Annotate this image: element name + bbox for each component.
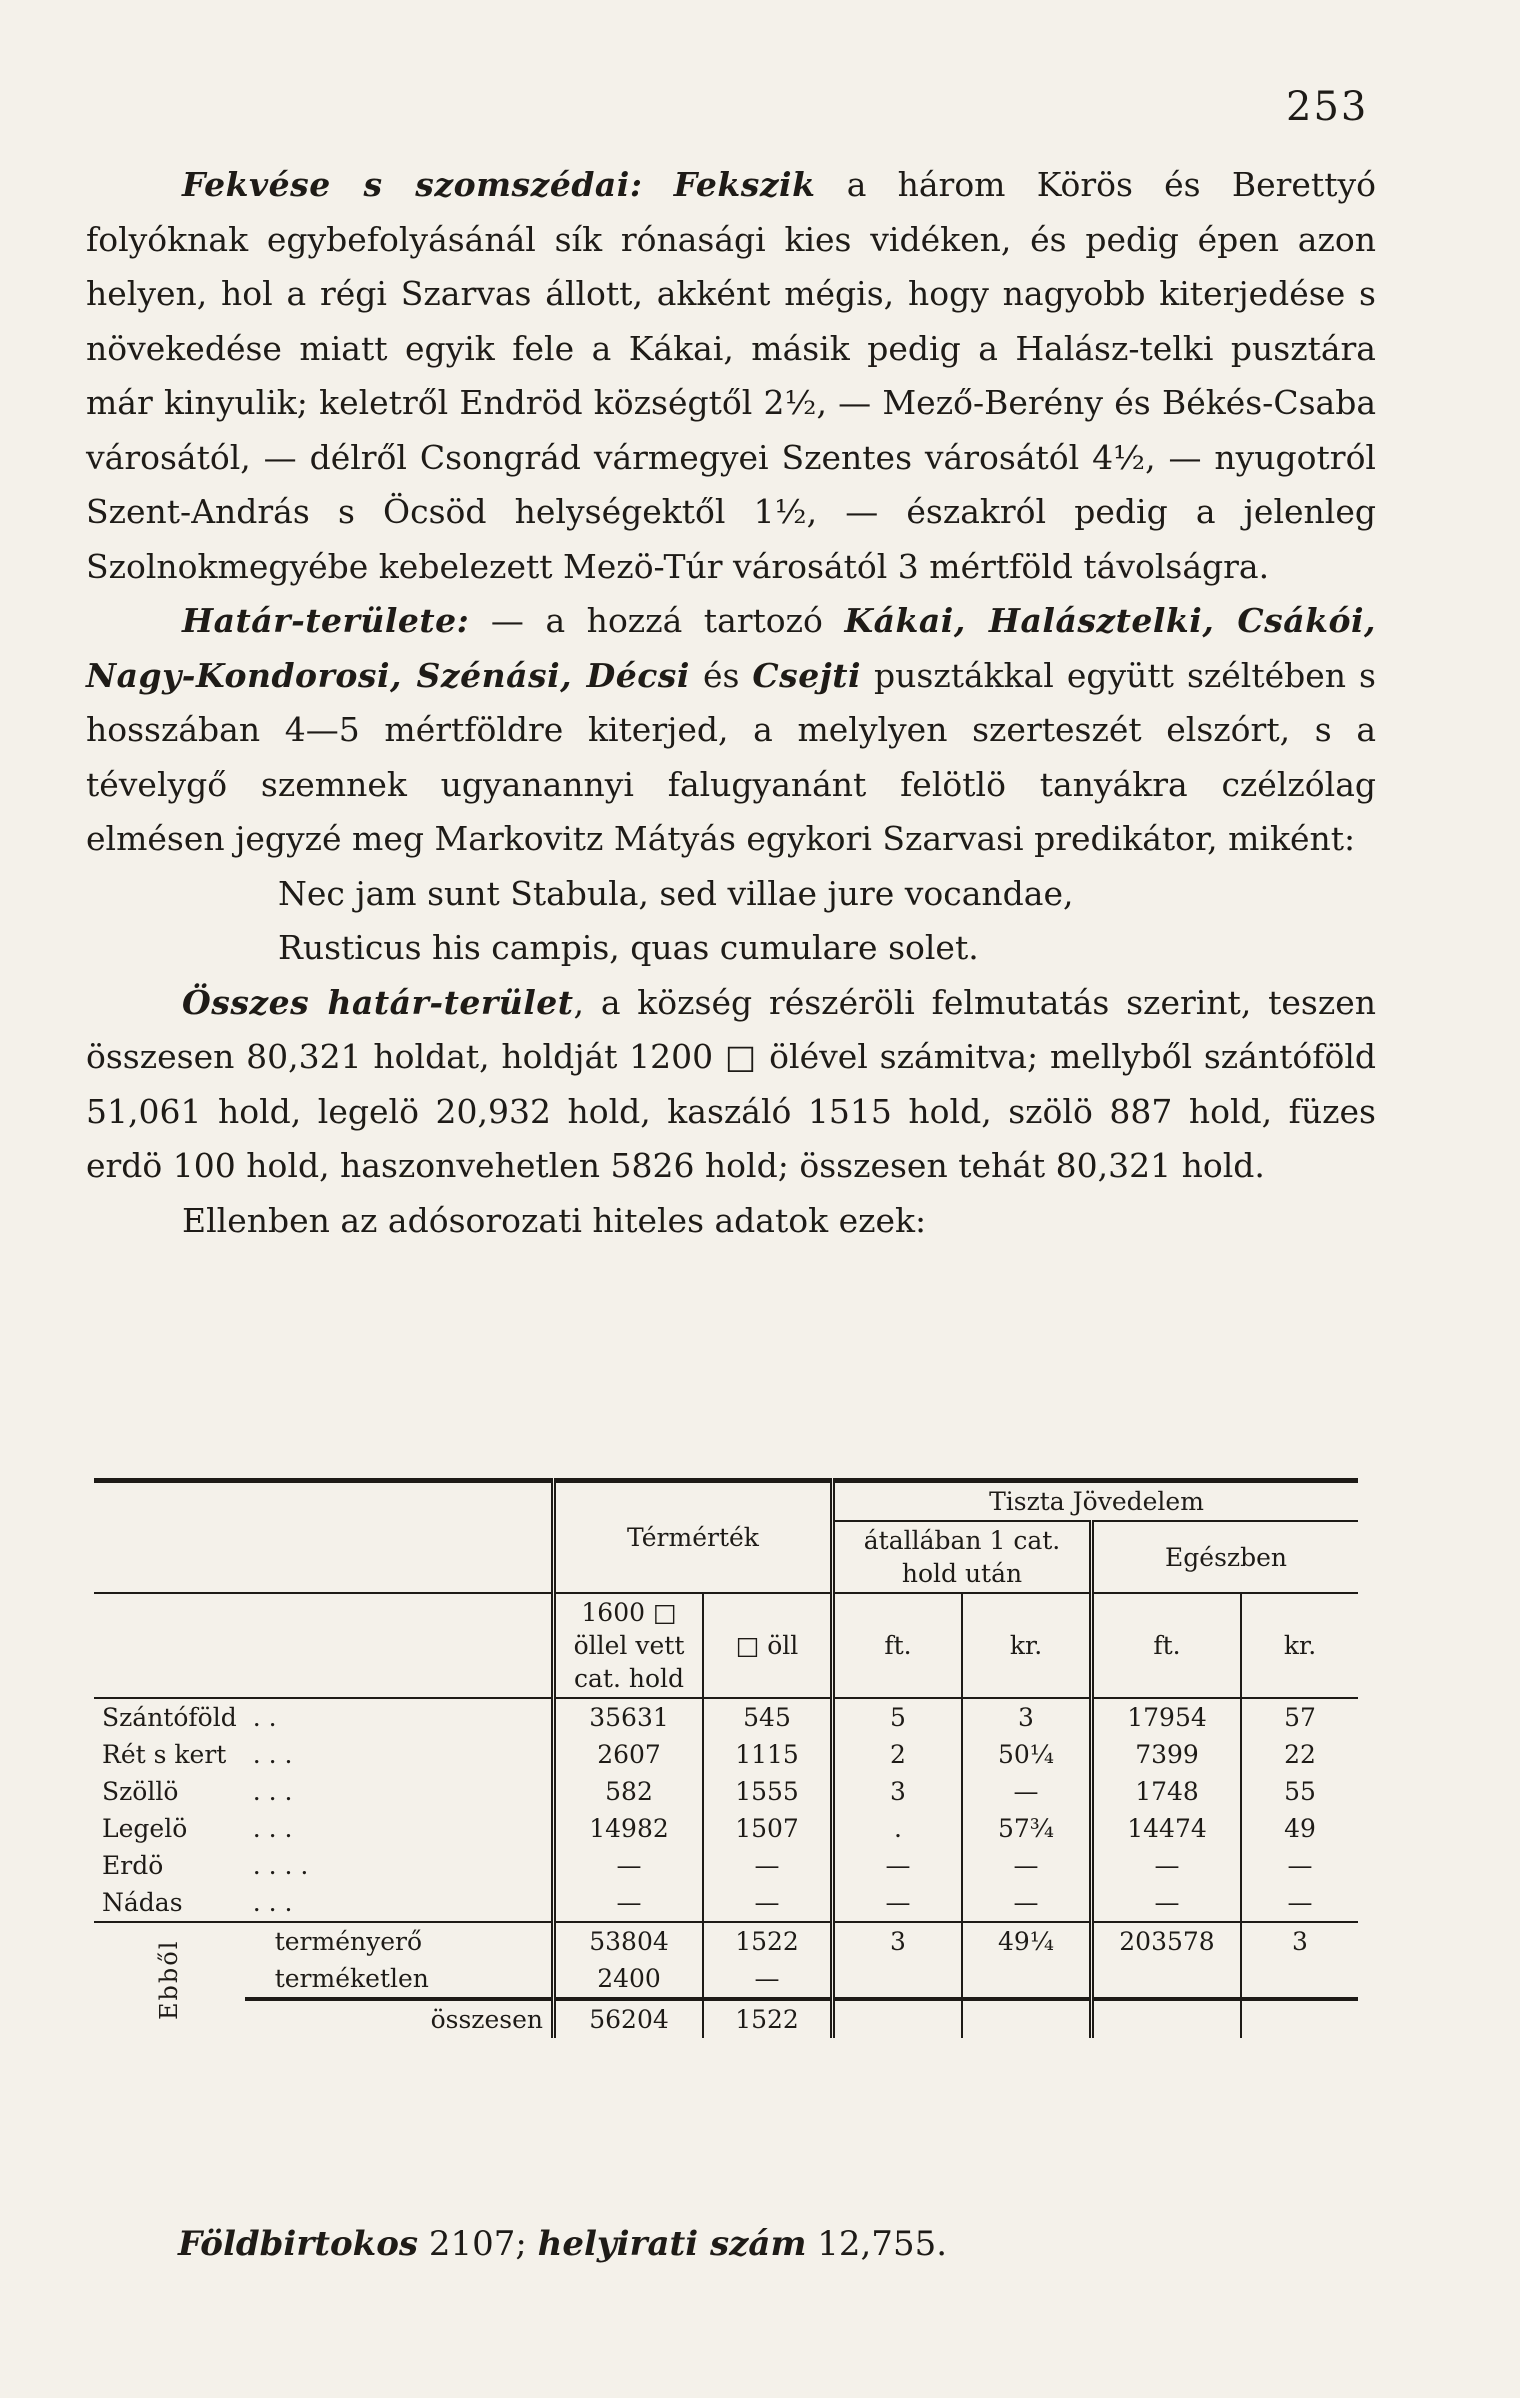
verse-line-2: Rusticus his campis, quas cumulare solet. bbox=[278, 928, 979, 967]
body-text bbox=[86, 158, 1376, 1248]
cell-kr: 57¾ bbox=[962, 1810, 1092, 1847]
table-row bbox=[94, 1884, 1358, 1922]
row-dots: . . . bbox=[252, 1740, 293, 1769]
paragraph-location-text: a három Körös és Berettyó folyóknak egybefolyásánál sík rónasági kies vidéken, és pedig épen azon helyen, hol a régi Szarvas állott, akként mégis, hogy nagyobb kiterjedése s növekedése miatt egyik fele a Kákai, másik pedig a Halász-telki pusztára már kinyulik; keletről Endröd községtől 2½, — Mező-Berény és Békés-Csaba városától, — délről Csongrád vármegyei Szentes városától 4½, — nyugotról Szent-András s Öcsöd helységektől 1½, — északról pedig a jelenleg Szolnokmegyébe kebelezett Mezö-Túr városától 3 mértföld távolságra. bbox=[86, 165, 1376, 586]
cell-egesz-ft: 1748 bbox=[1092, 1773, 1242, 1810]
puszta-names: Kákai, Halásztelki, Csákói, Nagy-Kondorosi, Szénási, Décsi bbox=[86, 601, 1376, 695]
footer-label-foldbirtokos: Földbirtokos bbox=[178, 2224, 419, 2264]
cell-ft: 3 bbox=[833, 1773, 963, 1810]
footer-label-helyirati: helyirati szám bbox=[537, 2224, 807, 2264]
cell-kr: — bbox=[962, 1884, 1092, 1922]
cell-oll: — bbox=[703, 1884, 833, 1922]
cell-egesz-ft: 7399 bbox=[1092, 1736, 1242, 1773]
row-dots: . . . bbox=[252, 1888, 293, 1917]
table-row-osszesen bbox=[94, 1999, 1358, 2038]
row-label: terményerő bbox=[274, 1927, 423, 1956]
cell-egesz-ft: 203578 bbox=[1092, 1922, 1242, 1960]
table-row bbox=[94, 1810, 1358, 1847]
paragraph-tax-intro: Ellenben az adósorozati hiteles adatok ezek: bbox=[182, 1200, 927, 1240]
row-dots: . . . bbox=[252, 1814, 293, 1843]
cell-egesz-ft: — bbox=[1092, 1847, 1242, 1884]
cell-oll: 1507 bbox=[703, 1810, 833, 1847]
cell-ft: 2 bbox=[833, 1736, 963, 1773]
row-dots: . . bbox=[252, 1703, 277, 1732]
cell-ft: 5 bbox=[833, 1698, 963, 1736]
cell-ft: — bbox=[833, 1884, 963, 1922]
cell-hold: 582 bbox=[554, 1773, 704, 1810]
heading-fekszik: Fekszik bbox=[673, 165, 816, 204]
row-label: Legelö bbox=[102, 1814, 188, 1843]
row-label: terméketlen bbox=[274, 1964, 429, 1993]
header-tiszta-jovedelem: Tiszta Jövedelem bbox=[833, 1481, 1359, 1522]
heading-hatar-terulete: Határ-területe: bbox=[182, 601, 470, 640]
cell-ft: . bbox=[833, 1810, 963, 1847]
header-1600-oll: 1600 □ öllel vett cat. hold bbox=[554, 1593, 704, 1698]
cell-egesz-kr: 49 bbox=[1241, 1810, 1358, 1847]
cell-hold: 2607 bbox=[554, 1736, 704, 1773]
footer-value-foldbirtokos: 2107; bbox=[428, 2224, 527, 2264]
cell-oll: — bbox=[703, 1847, 833, 1884]
cell-ft: — bbox=[833, 1847, 963, 1884]
cell-egesz-ft: — bbox=[1092, 1884, 1242, 1922]
paragraph-territory bbox=[86, 594, 1376, 976]
header-atallaban: átallában 1 cat. hold után bbox=[833, 1521, 1092, 1593]
cell-kr: 3 bbox=[962, 1698, 1092, 1736]
cell-ft: 3 bbox=[833, 1922, 963, 1960]
header-kr-2: kr. bbox=[1241, 1593, 1358, 1698]
paragraph-territory-text: pusztákkal együtt széltében s hosszában 4—5 mértföldre kiterjed, a melylyen szerteszét elszórt, s a tévelygő szemnek ugyanannyi falugyanánt felötlö tanyákra czélzólag elmésen jegyzé meg Markovitz Mátyás egykori Szarvasi predikátor, miként: bbox=[86, 655, 1376, 858]
row-label: összesen bbox=[245, 1999, 554, 2038]
row-label: Szántóföld bbox=[102, 1703, 237, 1732]
cell-oll: 1115 bbox=[703, 1736, 833, 1773]
row-dots: . . . bbox=[252, 1777, 293, 1806]
table-row bbox=[94, 1773, 1358, 1810]
tax-table bbox=[94, 1478, 1358, 2038]
cell-oll: 1522 bbox=[703, 1999, 833, 2038]
row-label: Nádas bbox=[102, 1888, 183, 1917]
cell-egesz-kr: — bbox=[1241, 1884, 1358, 1922]
table-row bbox=[94, 1847, 1358, 1884]
table-row-termenyero bbox=[94, 1922, 1358, 1960]
cell-kr: 50¼ bbox=[962, 1736, 1092, 1773]
footer-line bbox=[178, 2224, 947, 2264]
table-row bbox=[94, 1736, 1358, 1773]
header-oll: □ öll bbox=[703, 1593, 833, 1698]
cell-egesz-kr bbox=[1241, 1960, 1358, 1999]
cell-kr: — bbox=[962, 1847, 1092, 1884]
text-hozza: — a hozzá tartozó bbox=[490, 601, 823, 640]
cell-oll: — bbox=[703, 1960, 833, 1999]
row-label: Rét s kert bbox=[102, 1740, 227, 1769]
cell-egesz-kr: — bbox=[1241, 1847, 1358, 1884]
cell-hold: 35631 bbox=[554, 1698, 704, 1736]
paragraph-total-area-text: , a község részéröli felmutatás szerint, teszen összesen 80,321 holdat, holdját 1200 □ ölével számitva; mellyből szántóföld 51,061 hold, legelö 20,932 hold, kaszáló 1515 hold, szölö 887 hold, füzes erdö 100 hold, haszonvehetlen 5826 hold; összesen tehát 80,321 hold. bbox=[86, 982, 1377, 1185]
cell-egesz-kr: 3 bbox=[1241, 1922, 1358, 1960]
cell-egesz-ft: 17954 bbox=[1092, 1698, 1242, 1736]
cell-hold: 56204 bbox=[554, 1999, 704, 2038]
cell-kr bbox=[962, 1960, 1092, 1999]
cell-kr: 49¼ bbox=[962, 1922, 1092, 1960]
heading-osszes: Összes határ-terület bbox=[182, 982, 574, 1022]
header-ft-2: ft. bbox=[1092, 1593, 1242, 1698]
cell-hold: 53804 bbox=[554, 1922, 704, 1960]
cell-egesz-kr: 57 bbox=[1241, 1698, 1358, 1736]
header-termeket: Térmérték bbox=[554, 1481, 833, 1594]
cell-hold: — bbox=[554, 1884, 704, 1922]
header-ft-1: ft. bbox=[833, 1593, 963, 1698]
paragraph-location bbox=[86, 158, 1376, 594]
table-row bbox=[94, 1698, 1358, 1736]
cell-egesz-kr: 22 bbox=[1241, 1736, 1358, 1773]
cell-egesz-ft bbox=[1092, 1960, 1242, 1999]
cell-oll: 1522 bbox=[703, 1922, 833, 1960]
cell-kr: — bbox=[962, 1773, 1092, 1810]
cell-hold: — bbox=[554, 1847, 704, 1884]
row-label: Szöllö bbox=[102, 1777, 179, 1806]
table-header-row-1 bbox=[94, 1481, 1358, 1522]
side-label-ebbol: Ebből bbox=[154, 1939, 183, 2020]
page-number: 253 bbox=[1286, 84, 1369, 130]
cell-egesz-kr: 55 bbox=[1241, 1773, 1358, 1810]
puszta-csejti: Csejti bbox=[752, 655, 861, 695]
table-header-row-3 bbox=[94, 1593, 1358, 1698]
cell-oll: 545 bbox=[703, 1698, 833, 1736]
footer-value-helyirati: 12,755. bbox=[817, 2224, 948, 2264]
text-es: és bbox=[702, 655, 740, 695]
row-dots: . . . . bbox=[252, 1851, 309, 1880]
header-egeszben: Egészben bbox=[1092, 1521, 1359, 1593]
heading-fekvese: Fekvése s szomszédai: bbox=[182, 165, 643, 204]
table-row-termeketlen bbox=[94, 1960, 1358, 1999]
verse-line-1: Nec jam sunt Stabula, sed villae jure vocandae, bbox=[278, 873, 1074, 913]
row-label: Erdö bbox=[102, 1851, 164, 1880]
cell-oll: 1555 bbox=[703, 1773, 833, 1810]
tax-table-wrap bbox=[94, 1478, 1358, 2038]
cell-ft bbox=[833, 1960, 963, 1999]
cell-hold: 14982 bbox=[554, 1810, 704, 1847]
cell-egesz-ft: 14474 bbox=[1092, 1810, 1242, 1847]
cell-hold: 2400 bbox=[554, 1960, 704, 1999]
header-kr-1: kr. bbox=[962, 1593, 1092, 1698]
paragraph-total-area bbox=[86, 976, 1376, 1194]
